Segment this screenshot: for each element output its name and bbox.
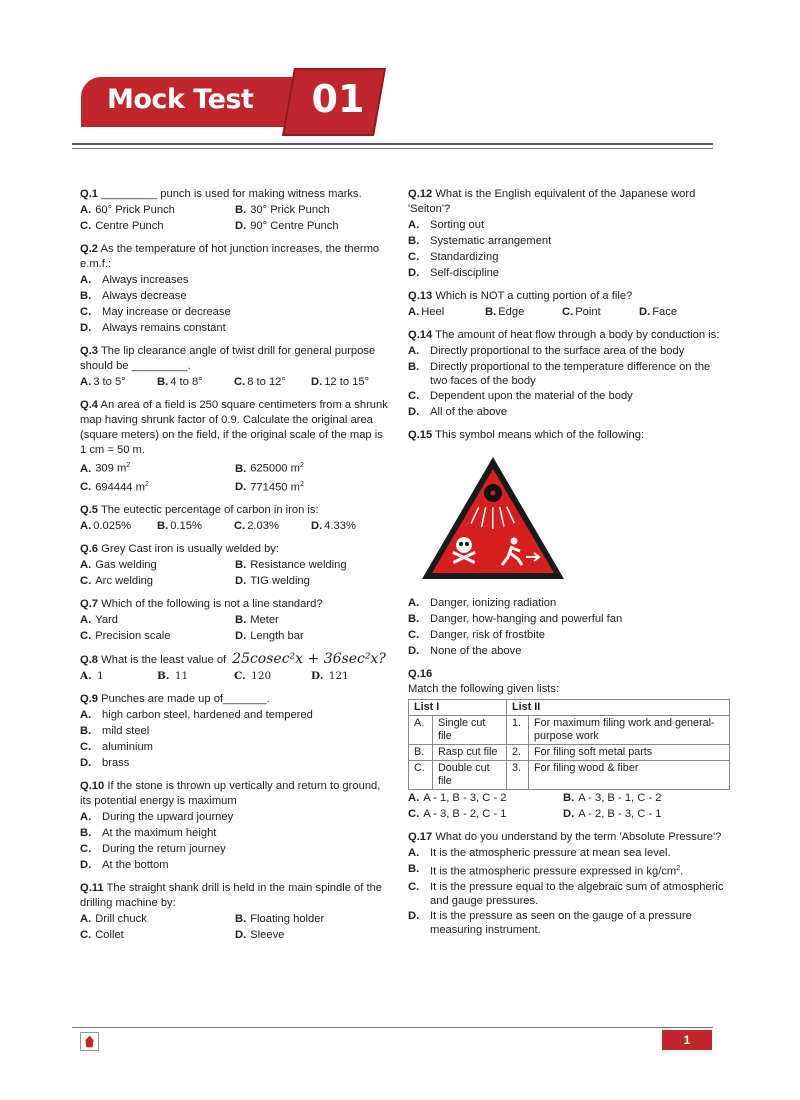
question-2: Q.2 As the temperature of hot junction increases, the thermo e.m.f.: A. Always increases B. Always decrease C. May increase or decrease D. Always remains constant xyxy=(80,242,390,336)
option-a[interactable]: A. During the upward journey xyxy=(80,811,234,824)
option-a[interactable]: A. A - 1, B - 3, C - 2 xyxy=(408,792,507,804)
math-expression: 25cosec²x + 36sec²x? xyxy=(232,651,386,668)
question-12: Q.12 What is the English equivalent of the Japanese word 'Seiton'? A. Sorting out B. Systematic arrangement C. Standardizing D. Self-discipline xyxy=(408,187,730,281)
left-column xyxy=(80,187,390,951)
option-b[interactable]: B. 0.15% xyxy=(157,520,202,533)
option-d[interactable]: D. Face xyxy=(639,306,678,318)
option-a[interactable]: A. 60° Prick Punch xyxy=(80,204,175,216)
question-17: Q.17 What do you understand by the term 'Absolute Pressure'? A. It is the atmospheric pressure at mean sea level. B. It is the atmospheric pressure expressed in $kg/cm^2$. C. It is the pressure equal to the algebraic sum of atmospheric and gauge pressures. D. It is the pressure as seen on the gauge of a pressure measuring instrument. xyxy=(408,830,730,937)
question-6: Q.6 Grey Cast iron is usually welded by: A. Gas welding B. Resistance welding C. Arc welding D. TIG welding xyxy=(80,542,390,589)
option-b[interactable]: B. 625000 $m^2$ xyxy=(235,462,304,475)
option-d[interactable]: D. Sleeve xyxy=(235,929,285,942)
option-c[interactable]: C. 694444 $m^2$ xyxy=(80,480,149,494)
option-b[interactable]: B. Resistance welding xyxy=(235,559,347,572)
banner-title-block xyxy=(81,77,313,127)
option-d[interactable]: D. 90° Centre Punch xyxy=(235,220,339,232)
option-a[interactable]: A. 1 xyxy=(80,670,104,683)
option-d[interactable]: D. A - 2, B - 3, C - 1 xyxy=(563,808,662,820)
option-c[interactable]: C. Dependent upon the material of the body xyxy=(408,390,633,402)
option-a[interactable]: A. 3 to 5° xyxy=(80,376,126,388)
test-number: 01 xyxy=(311,77,365,121)
option-d[interactable]: D. At the bottom xyxy=(80,859,169,872)
option-c[interactable]: C. It is the pressure equal to the algebraic sum of atmospheric and gauge pressures. xyxy=(408,880,724,907)
option-b[interactable]: B. 4 to 8° xyxy=(157,376,203,388)
option-a[interactable]: A. It is the atmospheric pressure at mean sea level. xyxy=(408,847,671,859)
question-5: Q.5 The eutectic percentage of carbon in iron is: A. 0.025% B. 0.15% C. 2.03% D. 4.33% xyxy=(80,503,390,534)
question-15: Q.15 This symbol means which of the following: A. Danger, ionizing radiation B. Danger, how-hanging and powerful fan C. Danger, risk of frostbite D. None of the above xyxy=(408,428,730,659)
question-7: Q.7 Which of the following is not a line standard? A. Yard B. Meter C. Precision scale D. Length bar xyxy=(80,597,390,644)
option-c[interactable]: C. Arc welding xyxy=(80,575,154,588)
question-8: Q.8 What is the least value of 25cosec²x + 36sec²x? A. 1 B. 11 C. 120 D. 121 xyxy=(80,652,390,684)
option-c[interactable]: C. During the return journey xyxy=(80,843,226,856)
question-4: Q.4 An area of a field is 250 square centimeters from a shrunk map having shrunk factor of 0.9. Calculate the original area (square meters) on the field, if the original scale of the map is 1 cm = 50 m. A. 309 $m^2$ B. 625000 $m^2$ C. 694444 $m^2$ D. 771450 $m^2$ xyxy=(80,398,390,495)
option-b[interactable]: B. Always decrease xyxy=(80,290,187,302)
publisher-logo-icon xyxy=(80,1032,99,1051)
question-10: Q.10 If the stone is thrown up vertically and return to ground, its potential energy is maximum A. During the upward journey B. At the maximum height C. During the return journey D. At the bottom xyxy=(80,779,390,873)
option-c[interactable]: C. Standardizing xyxy=(408,251,499,263)
question-16: Q.16 Match the following given lists: List I List II A. Single cut file 1. For maximum filing work and general-purpose work B. Rasp cut file 2. For filing soft metal parts C. Double cut file 3. For filing wood & fiber A. A - 1, B - 3, C - 2 B. A - 3, B - 1, C - 2 C. A - 3, B - 2, C - 1 D. A - 2, B - 3, C - 1 xyxy=(408,667,730,822)
question-1: Q.1 _________ punch is used for making witness marks. A. 60° Prick Punch B. 30° Prick Punch C. Centre Punch D. 90° Centre Punch xyxy=(80,187,390,234)
right-column xyxy=(408,187,730,945)
option-d[interactable]: D. Length bar xyxy=(235,630,304,643)
option-c[interactable]: C. 2.03% xyxy=(234,520,279,533)
header-divider xyxy=(72,143,713,145)
option-d[interactable]: D. 771450 $m^2$ xyxy=(235,480,304,494)
option-d[interactable]: D. 12 to 15° xyxy=(311,376,370,388)
option-d[interactable]: D. 121 xyxy=(311,670,349,683)
page-title: Mock Test xyxy=(107,84,254,115)
footer-divider xyxy=(72,1027,713,1028)
option-c[interactable]: C. Precision scale xyxy=(80,630,171,643)
option-d[interactable]: D. Self-discipline xyxy=(408,267,500,279)
option-b[interactable]: B. Edge xyxy=(485,306,525,318)
option-a[interactable]: A. Directly proportional to the surface area of the body xyxy=(408,345,685,357)
option-d[interactable]: D. TIG welding xyxy=(235,575,310,588)
option-b[interactable]: B. It is the atmospheric pressure expressed in $kg/cm^2$. xyxy=(408,863,684,878)
option-a[interactable]: A. Yard xyxy=(80,614,118,627)
option-a[interactable]: A. Always increases xyxy=(80,274,189,286)
option-b[interactable]: B. Floating holder xyxy=(235,913,325,926)
option-c[interactable]: C. Centre Punch xyxy=(80,220,164,232)
option-d[interactable]: D. brass xyxy=(80,757,130,770)
table-row: B. Rasp cut file 2. For filing soft metal parts xyxy=(409,745,730,761)
option-a[interactable]: A. Drill chuck xyxy=(80,913,147,926)
option-d[interactable]: D. Always remains constant xyxy=(80,322,226,334)
option-c[interactable]: C. aluminium xyxy=(80,741,153,754)
question-13: Q.13 Which is NOT a cutting portion of a file? A. Heel B. Edge C. Point D. Face xyxy=(408,289,730,320)
header-divider-thin xyxy=(72,148,713,149)
question-9: Q.9 Punches are made up of_______. A. high carbon steel, hardened and tempered B. mild steel C. aluminium D. brass xyxy=(80,692,390,771)
radiation-hazard-icon xyxy=(418,453,568,583)
option-b[interactable]: B. Directly proportional to the temperature difference on the two faces of the body xyxy=(408,361,711,387)
option-a[interactable]: A. Heel xyxy=(408,306,445,318)
option-b[interactable]: B. A - 3, B - 1, C - 2 xyxy=(563,792,662,804)
option-c[interactable]: C. Collet xyxy=(80,929,124,942)
table-row: A. Single cut file 1. For maximum filing work and general-purpose work xyxy=(409,716,730,745)
option-c[interactable]: C. Point xyxy=(562,306,601,318)
option-a[interactable]: A. high carbon steel, hardened and tempered xyxy=(80,709,313,722)
option-c[interactable]: C. 8 to 12° xyxy=(234,376,286,388)
question-3: Q.3 The lip clearance angle of twist drill for general purpose should be _________. A. 3 to 5° B. 4 to 8° C. 8 to 12° D. 12 to 15° xyxy=(80,344,390,390)
question-11: Q.11 The straight shank drill is held in the main spindle of the drilling machine by: A. Drill chuck B. Floating holder C. Collet D. Sleeve xyxy=(80,881,390,943)
match-table: List I List II A. Single cut file 1. For maximum filing work and general-purpose work B. Rasp cut file 2. For filing soft metal parts C. Double cut file 3. For filing wood & fiber xyxy=(408,699,730,790)
page-number: 1 xyxy=(662,1030,712,1050)
option-a[interactable]: A. Danger, ionizing radiation xyxy=(408,597,557,609)
option-c[interactable]: C. 120 xyxy=(234,670,272,683)
table-row: C. Double cut file 3. For filing wood & fiber xyxy=(409,761,730,790)
option-b[interactable]: B. Danger, how-hanging and powerful fan xyxy=(408,613,623,625)
option-d[interactable]: D. None of the above xyxy=(408,645,522,657)
option-a[interactable]: A. 0.025% xyxy=(80,520,132,533)
question-14: Q.14 The amount of heat flow through a body by conduction is: A. Directly proportional to the surface area of the body B. Directly proportional to the temperature difference on the two faces of the body C. Dependent upon the material of the body D. All of the above xyxy=(408,328,730,420)
option-d[interactable]: D. All of the above xyxy=(408,406,508,418)
option-b[interactable]: B. At the maximum height xyxy=(80,827,217,840)
option-b[interactable]: B. mild steel xyxy=(80,725,150,738)
option-c[interactable]: C. Danger, risk of frostbite xyxy=(408,629,546,641)
option-c[interactable]: C. May increase or decrease xyxy=(80,306,231,318)
option-a[interactable]: A. Gas welding xyxy=(80,559,157,572)
option-a[interactable]: A. 309 $m^2$ xyxy=(80,462,131,475)
option-b[interactable]: B. Systematic arrangement xyxy=(408,235,552,247)
option-d[interactable]: D. 4.33% xyxy=(311,520,356,533)
option-c[interactable]: C. A - 3, B - 2, C - 1 xyxy=(408,808,507,820)
option-a[interactable]: A. Sorting out xyxy=(408,219,485,231)
header-banner xyxy=(81,77,387,133)
option-d[interactable]: D. It is the pressure as seen on the gauge of a pressure measuring instrument. xyxy=(408,909,692,936)
option-b[interactable]: B. Meter xyxy=(235,614,279,627)
option-b[interactable]: B. 11 xyxy=(157,670,189,683)
option-b[interactable]: B. 30° Prick Punch xyxy=(235,204,330,216)
